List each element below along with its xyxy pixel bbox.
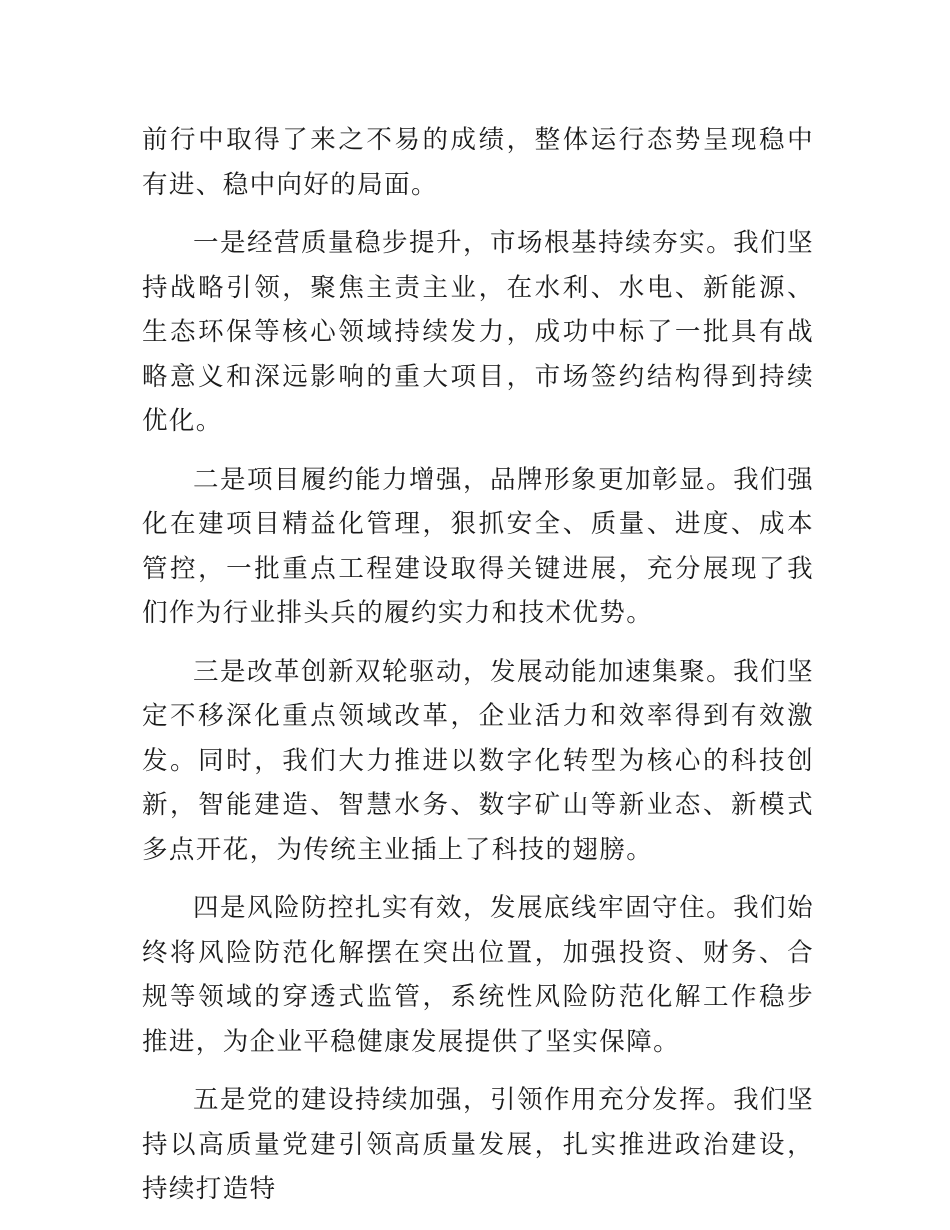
paragraph-risk-control: 四是风险防控扎实有效，发展底线牢固守住。我们始终将风险防范化解摆在突出位置，加强投资、财务、合规等领域的穿透式监管，系统性风险防范化解工作稳步推进，为企业平稳健康发展提供了坚实保障。 [142, 893, 814, 1057]
paragraph-party-building: 五是党的建设持续加强，引领作用充分发挥。我们坚持以高质量党建引领高质量发展，扎实推进政治建设，持续打造特 [142, 1085, 814, 1204]
document-body [142, 118, 814, 1226]
paragraph-reform-innovation: 三是改革创新双轮驱动，发展动能加速集聚。我们坚定不移深化重点领域改革，企业活力和效率得到有效激发。同时，我们大力推进以数字化转型为核心的科技创新，智能建造、智慧水务、数字矿山等新业态、新模式多点开花，为传统主业插上了科技的翅膀。 [142, 656, 814, 865]
paragraph-business-quality: 一是经营质量稳步提升，市场根基持续夯实。我们坚持战略引领，聚焦主责主业，在水利、水电、新能源、生态环保等核心领域持续发力，成功中标了一批具有战略意义和深远影响的重大项目，市场签约结构得到持续优化。 [142, 228, 814, 436]
paragraph-project-performance: 二是项目履约能力增强，品牌形象更加彰显。我们强化在建项目精益化管理，狠抓安全、质量、进度、成本管控，一批重点工程建设取得关键进展，充分展现了我们作为行业排头兵的履约实力和技术优势。 [142, 464, 814, 628]
paragraph-continuation: 前行中取得了来之不易的成绩，整体运行态势呈现稳中有进、稳中向好的局面。 [142, 125, 814, 200]
